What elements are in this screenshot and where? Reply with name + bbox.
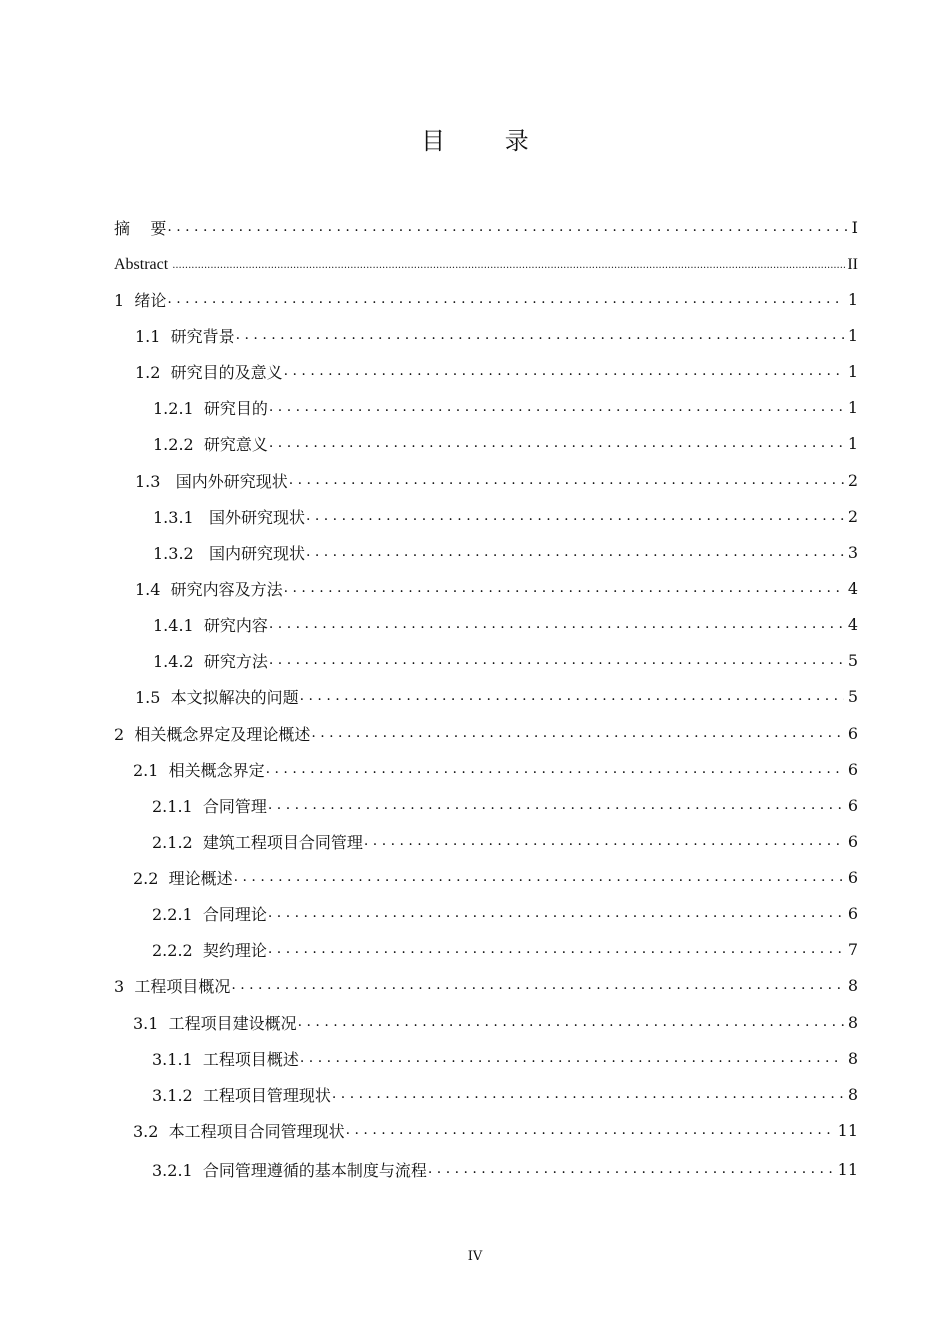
toc-entry-label: 3.2.1 合同管理遵循的基本制度与流程 (152, 1160, 427, 1180)
toc-entry-page: 6 (847, 831, 858, 851)
toc-entry[interactable] (153, 541, 858, 563)
toc-entry[interactable] (133, 866, 858, 888)
toc-entry-page: II (847, 256, 858, 273)
toc-entry[interactable] (152, 1047, 858, 1069)
toc-leader-dots (364, 833, 844, 849)
toc-entry[interactable] (135, 324, 858, 346)
toc-leader-dots (284, 363, 844, 379)
toc-leader-dots (269, 399, 844, 415)
toc-entry-label: 2 相关概念界定及理论概述 (114, 724, 311, 744)
toc-entry-page: 8 (847, 975, 858, 995)
toc-entry-label: 2.1 相关概念界定 (133, 760, 265, 780)
toc-entry[interactable] (114, 288, 858, 310)
toc-entry[interactable] (133, 758, 858, 780)
toc-leader-dots (268, 941, 844, 957)
toc-leader-dots (234, 869, 844, 885)
toc-leader-dots (346, 1122, 834, 1138)
toc-entry-page: 5 (847, 686, 858, 706)
toc-leader-dots (300, 688, 844, 704)
page-title: 目 录 (421, 127, 555, 155)
toc-entry-page: 8 (847, 1084, 858, 1104)
toc-entry-page: 1 (847, 289, 858, 309)
toc-entry-page: 6 (847, 759, 858, 779)
toc-entry-label: 1.4.1 研究内容 (153, 615, 268, 635)
toc-entry-label: 1.3.1 国外研究现状 (153, 507, 305, 527)
toc-entry-label: 3.1.2 工程项目管理现状 (152, 1085, 331, 1105)
toc-leader-dots (269, 616, 844, 632)
toc-leader-dots (268, 905, 844, 921)
toc-entry-page: 5 (847, 650, 858, 670)
toc-entry[interactable] (133, 1119, 858, 1141)
toc-entry-label: 2.1.1 合同管理 (152, 796, 267, 816)
toc-entry-label: 1.4 研究内容及方法 (135, 579, 283, 599)
toc-leader-dots (300, 1050, 844, 1066)
toc-entry[interactable] (135, 360, 858, 382)
page-number: IV (467, 1249, 483, 1264)
toc-leader-dots (428, 1161, 834, 1177)
toc-entry-label: 3 工程项目概况 (114, 976, 231, 996)
toc-leader-dots (306, 508, 844, 524)
toc-entry-page: 4 (847, 614, 858, 634)
toc-entry-label: 1 绪论 (114, 290, 167, 310)
toc-entry[interactable] (135, 685, 858, 707)
toc-leader-dots (289, 472, 844, 488)
toc-entry-label: 2.1.2 建筑工程项目合同管理 (152, 832, 363, 852)
toc-entry-label: 1.3.2 国内研究现状 (153, 543, 305, 563)
toc-entry-page: 1 (847, 361, 858, 381)
toc-entry-label: 1.3 国内外研究现状 (135, 471, 288, 491)
toc-entry-label: 2.2.1 合同理论 (152, 904, 267, 924)
toc-entry[interactable] (152, 1083, 858, 1105)
toc-entry[interactable] (153, 505, 858, 527)
toc-entry-label: 1.4.2 研究方法 (153, 651, 268, 671)
toc-leader-dots (332, 1086, 844, 1102)
toc-entry-page: 3 (847, 542, 858, 562)
toc-leader-dots (269, 652, 844, 668)
toc-entry-label: 1.2 研究目的及意义 (135, 362, 283, 382)
toc-entry-label: Abstract (114, 256, 169, 273)
toc-leader-dots (306, 544, 844, 560)
toc-entry-label: 1.2.2 研究意义 (153, 434, 268, 454)
toc-entry[interactable] (152, 902, 858, 924)
toc-entry[interactable] (133, 1011, 858, 1033)
toc-entry-label: 1.5 本文拟解决的问题 (135, 687, 299, 707)
toc-entry[interactable] (114, 722, 858, 744)
toc-leader-dots (268, 797, 844, 813)
toc-leader-dots (284, 580, 844, 596)
toc-entry-page: 7 (847, 939, 858, 959)
toc-entry[interactable] (135, 469, 858, 491)
toc-entry[interactable] (152, 1158, 858, 1180)
toc-leader-dots (172, 260, 845, 271)
toc-entry[interactable] (114, 254, 858, 276)
toc-entry[interactable] (152, 830, 858, 852)
toc-entry-label: 3.2 本工程项目合同管理现状 (133, 1121, 345, 1141)
toc-entry-label: 2.2 理论概述 (133, 868, 233, 888)
toc-entry-page: 8 (847, 1048, 858, 1068)
toc-entry[interactable] (114, 216, 858, 238)
toc-entry-label: 1.1 研究背景 (135, 326, 235, 346)
toc-entry[interactable] (153, 613, 858, 635)
toc-entry-page: I (851, 217, 858, 237)
toc-entry-label: 3.1.1 工程项目概述 (152, 1049, 299, 1069)
toc-entry[interactable] (153, 432, 858, 454)
toc-entry[interactable] (152, 794, 858, 816)
toc-entry-page: 1 (847, 397, 858, 417)
toc-entry[interactable] (135, 577, 858, 599)
toc-leader-dots (311, 725, 843, 741)
toc-leader-dots (231, 977, 843, 993)
toc-entry[interactable] (114, 974, 858, 996)
toc-entry-label: 2.2.2 契约理论 (152, 940, 267, 960)
toc-leader-dots (298, 1014, 844, 1030)
toc-leader-dots (167, 291, 843, 307)
toc-entry[interactable] (152, 938, 858, 960)
toc-leader-dots (266, 761, 844, 777)
toc-entry-page: 2 (847, 470, 858, 490)
toc-leader-dots (269, 435, 844, 451)
toc-entry-page: 1 (847, 325, 858, 345)
toc-entry-page: 11 (837, 1159, 858, 1179)
toc-entry[interactable] (153, 649, 858, 671)
toc-entry-page: 11 (837, 1120, 858, 1140)
toc-entry-page: 6 (847, 795, 858, 815)
toc-entry-page: 8 (847, 1012, 858, 1032)
toc-leader-dots (236, 327, 844, 343)
toc-entry-label: 1.2.1 研究目的 (153, 398, 268, 418)
toc-entry-page: 6 (847, 867, 858, 887)
toc-entry-label: 3.1 工程项目建设概况 (133, 1013, 297, 1033)
toc-entry-page: 2 (847, 506, 858, 526)
toc-entry[interactable] (153, 396, 858, 418)
toc-leader-dots (167, 219, 847, 235)
toc-entry-page: 6 (847, 903, 858, 923)
toc-entry-label: 摘 要 (114, 218, 167, 238)
toc-entry-page: 6 (847, 723, 858, 743)
toc-entry-page: 4 (847, 578, 858, 598)
toc-entry-page: 1 (847, 433, 858, 453)
